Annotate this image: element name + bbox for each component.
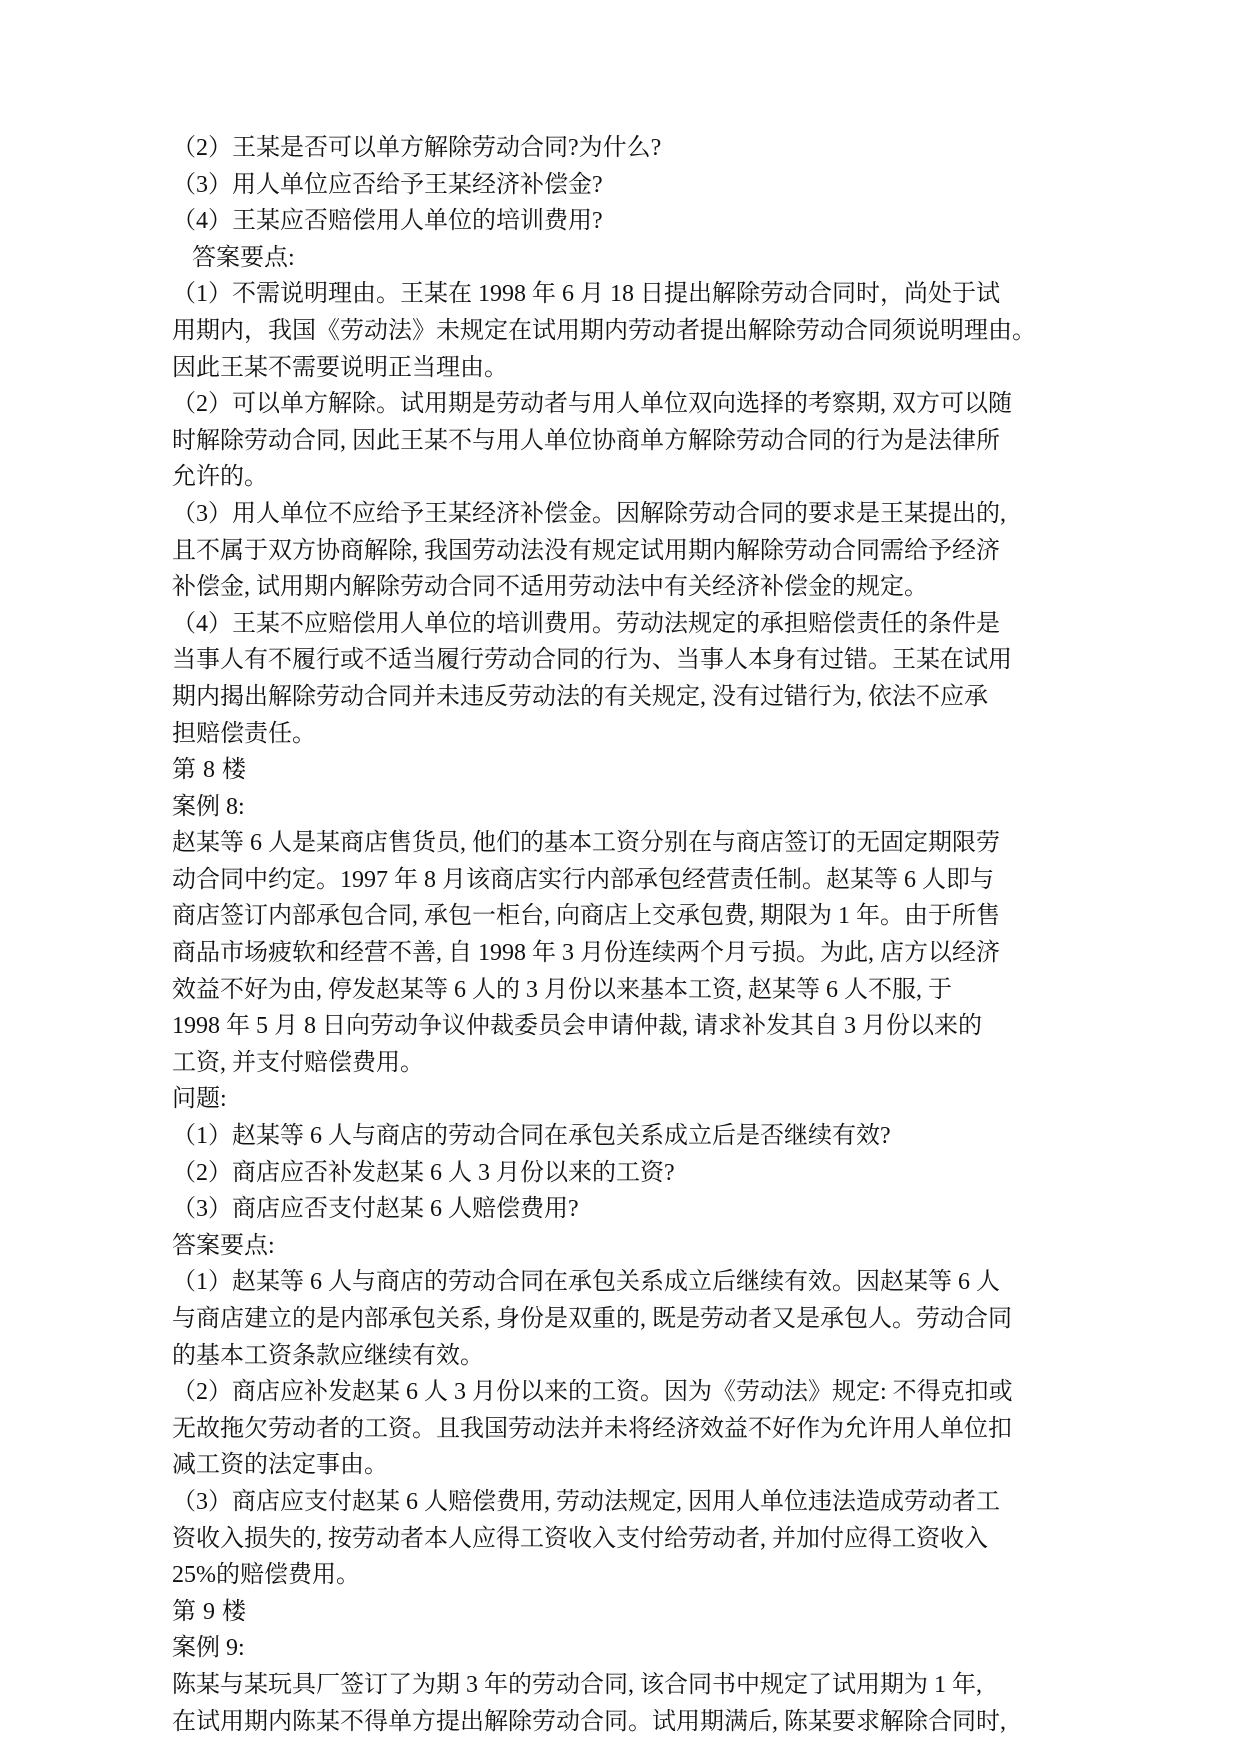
- case7-answer-line: （1）不需说明理由。王某在 1998 年 6 月 18 日提出解除劳动合同时，尚处于试: [172, 281, 1000, 308]
- case8-answer-line: 与商店建立的是内部承包关系, 身份是双重的, 既是劳动者又是承包人。劳动合同: [172, 1306, 1012, 1332]
- answers-heading: 答案要点:: [172, 1232, 275, 1259]
- case8-answer-line: 25%的赔偿费用。: [172, 1562, 360, 1589]
- case7-answer-line: 担赔偿责任。: [172, 720, 316, 747]
- case7-answer-line: （3）用人单位不应给予王某经济补偿金。因解除劳动合同的要求是王某提出的,: [172, 500, 1006, 527]
- case7-question-line: （3）用人单位应否给予王某经济补偿金?: [172, 171, 603, 198]
- case8-question-line: （1）赵某等 6 人与商店的劳动合同在承包关系成立后是否继续有效?: [172, 1123, 891, 1150]
- case8-fact-line: 动合同中约定。1997 年 8 月该商店实行内部承包经营责任制。赵某等 6 人即与: [172, 866, 994, 893]
- case7-answer-line: 因此王某不需要说明正当理由。: [172, 354, 508, 381]
- case7-answer-line: 且不属于双方协商解除, 我国劳动法没有规定试用期内解除劳动合同需给予经济: [172, 537, 1000, 564]
- document-body: [172, 130, 1132, 1740]
- case8-question-line: （2）商店应否补发赵某 6 人 3 月份以来的工资?: [172, 1159, 675, 1186]
- case7-answer-line: 用期内，我国《劳动法》未规定在试用期内劳动者提出解除劳动合同须说明理由。: [172, 317, 1036, 344]
- case-title: 案例 8:: [172, 793, 245, 820]
- case8-answer-line: （2）商店应补发赵某 6 人 3 月份以来的工资。因为《劳动法》规定: 不得克扣或: [172, 1379, 1013, 1406]
- case7-answer-line: 期内揭出解除劳动合同并未违反劳动法的有关规定, 没有过错行为, 依法不应承: [172, 683, 988, 710]
- case7-question-line: （4）王某应否赔偿用人单位的培训费用?: [172, 208, 603, 235]
- questions-heading: 问题:: [172, 1086, 227, 1113]
- case-title: 案例 9:: [172, 1635, 245, 1662]
- floor8-section: [172, 752, 1132, 1594]
- case7-answer-line: （2）可以单方解除。试用期是劳动者与用人单位双向选择的考察期, 双方可以随: [172, 391, 1012, 418]
- case7-answer-line: 当事人有不履行或不适当履行劳动合同的行为、当事人本身有过错。王某在试用: [172, 647, 1012, 674]
- case8-answer-line: 无故拖欠劳动者的工资。且我国劳动法并未将经济效益不好作为允许用人单位扣: [172, 1415, 1012, 1442]
- case8-fact-line: 赵某等 6 人是某商店售货员, 他们的基本工资分别在与商店签订的无固定期限劳: [172, 830, 1000, 857]
- case8-question-line: （3）商店应否支付赵某 6 人赔偿费用?: [172, 1196, 579, 1223]
- case9-fact-line: 陈某与某玩具厂签订了为期 3 年的劳动合同, 该合同书中规定了试用期为 1 年,: [172, 1671, 982, 1698]
- floor-heading: 第 8 楼: [172, 757, 247, 784]
- case7-answer-line: 允许的。: [172, 464, 268, 491]
- case8-answer-line: 减工资的法定事由。: [172, 1452, 388, 1479]
- floor-heading: 第 9 楼: [172, 1598, 247, 1625]
- case8-fact-line: 商品市场疲软和经营不善, 自 1998 年 3 月份连续两个月亏损。为此, 店方以经济: [172, 940, 1000, 967]
- case8-fact-line: 工资, 并支付赔偿费用。: [172, 1049, 424, 1076]
- case8-fact-line: 商店签订内部承包合同, 承包一柜台, 向商店上交承包费, 期限为 1 年。由于所售: [172, 903, 1000, 930]
- case7-answer-line: （4）王某不应赔偿用人单位的培训费用。劳动法规定的承担赔偿责任的条件是: [172, 610, 1000, 637]
- case8-fact-line: 1998 年 5 月 8 日向劳动争议仲裁委员会申请仲裁, 请求补发其自 3 月份以来的: [172, 1013, 982, 1040]
- floor9-section: [172, 1594, 1132, 1740]
- case7-section: [172, 130, 1132, 752]
- case8-answer-line: 资收入损失的, 按劳动者本人应得工资收入支付给劳动者, 并加付应得工资收入: [172, 1525, 988, 1552]
- answers-heading: 答案要点:: [192, 244, 295, 271]
- case9-fact-line: 在试用期内陈某不得单方提出解除劳动合同。试用期满后, 陈某要求解除合同时,: [172, 1708, 1006, 1735]
- case7-question-line: （2）王某是否可以单方解除劳动合同?为什么?: [172, 135, 662, 161]
- case7-answer-line: 补偿金, 试用期内解除劳动合同不适用劳动法中有关经济补偿金的规定。: [172, 574, 928, 601]
- case8-fact-line: 效益不好为由, 停发赵某等 6 人的 3 月份以来基本工资, 赵某等 6 人不服, 于: [172, 976, 952, 1003]
- case7-answer-line: 时解除劳动合同, 因此王某不与用人单位协商单方解除劳动合同的行为是法律所: [172, 427, 1000, 454]
- case8-answer-line: （3）商店应支付赵某 6 人赔偿费用, 劳动法规定, 因用人单位违法造成劳动者工: [172, 1488, 1000, 1515]
- case8-answer-line: （1）赵某等 6 人与商店的劳动合同在承包关系成立后继续有效。因赵某等 6 人: [172, 1269, 1000, 1296]
- case8-answer-line: 的基本工资条款应继续有效。: [172, 1342, 484, 1369]
